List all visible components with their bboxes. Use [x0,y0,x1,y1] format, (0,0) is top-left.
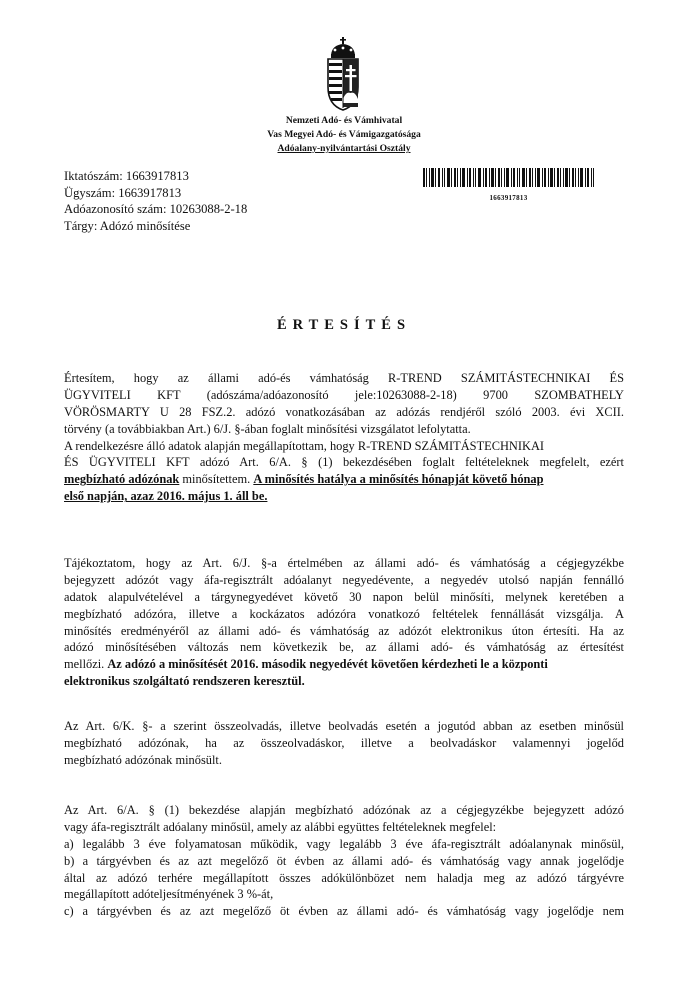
paragraph-3 [64,718,624,769]
effective-date-emphasis-cont: első napján, azaz 2016. május 1. áll be. [64,489,268,504]
text-line: c) a tárgyévben és az azt megelőző öt évben az állami adó- és vámhatóság vagy jogelődje nem [64,904,624,919]
text-line: megbízható adózóra, illetve a kockázatos adózóra vonatkozó feltételek fennállását vizsgálja. A [64,606,624,621]
coat-of-arms-icon [326,37,360,111]
paragraph-1 [64,370,624,505]
text-line: Az Art. 6/A. § (1) bekezdése alapján megbízható adózónak az a cégjegyzékbe bejegyzett adózó [64,803,624,817]
barcode-icon [423,168,594,187]
case-number: Ügyszám: 1663917813 [64,185,182,200]
text-line: adatok alapulvételével a tárgynegyedévet követő 30 napon belül minősíti, melynek keretében a [64,589,624,604]
text-line: minősítés eredményéről az állami adó- és vámhatóság az adózót elektronikus úton értesíti. Ha az [64,623,624,638]
text-line: A rendelkezésre álló adatok alapján megállapítottam, hogy R-TREND SZÁMITÁSTECHNIKAI [64,438,545,453]
paragraph-2 [64,555,624,690]
text-line: vagy áfa-regisztrált adóalany minősül, amely az alábbi együttes feltételeknek megfelel: [64,819,497,834]
text-line: bejegyzett adózót vagy áfa-regisztrált adóalanyt negyedévente, a negyedév utolsó napján fennálló [64,572,624,587]
text-line: Az Art. 6/K. §- a szerint összeolvadás, illetve beolvadás esetén a jogutód abban az esetben minősül [64,719,624,733]
document-title: ÉRTESÍTÉS [276,317,412,333]
text-fragment: mellőzi. [64,657,108,672]
text-line: Értesítem, hogy az állami adó-és vámhatóság R-TREND SZÁMITÁSTECHNIKAI ÉS [64,371,624,385]
query-info-emphasis-cont: elektronikus szolgáltató rendszeren keresztül. [64,674,305,689]
text-line: megállapított adóteljesítményének 3 %-át, [64,887,274,902]
text-line [64,673,624,690]
subject: Tárgy: Adózó minősítése [64,218,191,233]
department-name: Adóalany-nyilvántartási Osztály [277,143,411,154]
query-info-emphasis: Az adózó a minősítését 2016. második negyedévét követően kérdezheti le a központi [107,657,548,672]
text-line: ÜGYVITELI KFT (adószáma/adóazonosító jele:10263088-2-18) 9700 SZOMBATHELY [64,387,624,402]
tax-id: Adóazonosító szám: 10263088-2-18 [64,202,248,217]
text-line: ÉS ÜGYVITELI KFT adózó Art. 6/A. § (1) bekezdésében foglalt feltételeknek megfelelt, ezért [64,455,624,470]
directorate-name: Vas Megyei Adó- és Vámigazgatósága [267,129,421,140]
effective-date-emphasis: A minősítés hatálya a minősítés hónapját követő hónap [253,472,544,487]
text-line: a) legalább 3 éve folyamatosan működik, vagy legalább 3 éve áfa-regisztrált adóalanynak minősül, [64,836,624,851]
text-line: megbízható adózónak, ha az összeolvadáskor, illetve a beolvadáskor valamennyi jogelőd [64,735,624,750]
reliable-taxpayer-emphasis: megbízható adózónak [64,472,180,487]
reference-block [64,168,247,234]
text-line: b) a tárgyévben és az azt megelőző öt évben az állami adó- és vámhatóság vagy annak jogelődje [64,853,624,868]
text-line [64,656,624,673]
paragraph-4 [64,802,624,920]
text-line: által az adózó terhére megállapított összes adókülönbözet nem haladja meg az adózó tárgyévre [64,870,624,885]
text-line [64,471,624,488]
office-header [0,114,688,156]
text-line: VÖRÖSMARTY U 28 FSZ.2. adózó vonatkozásában az adózás rendjéről szóló 2003. évi XCII. [64,404,624,419]
barcode-number: 1663917813 [489,194,528,202]
text-line: törvény (a továbbiakban Art.) 6/J. §-ában foglalt minősítési vizsgálatot lefolytatta. [64,421,471,436]
text-line: adózó minősítésében változás nem következik be, az állami adó- és vámhatóság az értesítést [64,640,624,655]
text-line [64,488,624,505]
office-name: Nemzeti Adó- és Vámhivatal [285,115,403,126]
registration-number: Iktatószám: 1663917813 [64,169,189,183]
text-line: Tájékoztatom, hogy az Art. 6/J. §-a értelmében az állami adó- és vámhatóság a cégjegyzékbe [64,556,624,570]
text-line: megbízható adózónak minősült. [64,752,222,767]
text-fragment: minősítettem. [179,472,254,487]
